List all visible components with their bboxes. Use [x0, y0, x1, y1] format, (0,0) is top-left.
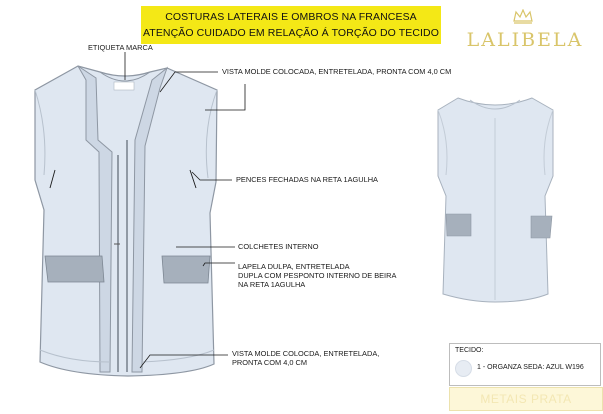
header-line-2: ATENÇÃO CUIDADO EM RELAÇÃO Á TORÇÃO DO TECIDO	[142, 27, 440, 39]
callout-lapela-2: DUPLA COM PESPONTO INTERNO DE BEIRA	[238, 271, 397, 280]
metals-banner	[449, 387, 603, 411]
brand-logo: LALIBELA	[466, 29, 584, 51]
fabric-title: TECIDO:	[455, 347, 484, 354]
brand-label-tag	[114, 82, 134, 90]
header-line-1: COSTURAS LATERAIS E OMBROS NA FRANCESA	[165, 11, 417, 23]
callout-vista-top: VISTA MOLDE COLOCADA, ENTRETELADA, PRONTA COM 4,0 CM	[222, 67, 452, 76]
fabric-legend	[449, 343, 601, 386]
callout-lapela-3: NA RETA 1AGULHA	[238, 280, 306, 289]
callout-vista-bottom-1: VISTA MOLDE COLOCDA, ENTRETELADA,	[232, 349, 380, 358]
callout-vista-bottom-2: PRONTA COM 4,0 CM	[232, 358, 308, 367]
callout-etiqueta: ETIQUETA MARCA	[88, 43, 153, 52]
callout-pences: PENCES FECHADAS NA RETA 1AGULHA	[236, 175, 378, 184]
fabric-swatch	[455, 360, 472, 377]
vest-main-body	[35, 66, 217, 376]
left-pocket	[45, 256, 104, 282]
fabric-description: 1 - ORGANZA SEDA: AZUL W196	[477, 364, 584, 371]
back-right-pocket	[531, 216, 552, 238]
back-left-pocket	[446, 214, 471, 236]
callout-lapela-1: LAPELA DULPA, ENTRETELADA	[238, 262, 350, 271]
metals-label: METAIS PRATA	[480, 392, 572, 406]
callout-colchetes: COLCHETES INTERNO	[238, 242, 319, 251]
right-pocket	[162, 256, 210, 283]
